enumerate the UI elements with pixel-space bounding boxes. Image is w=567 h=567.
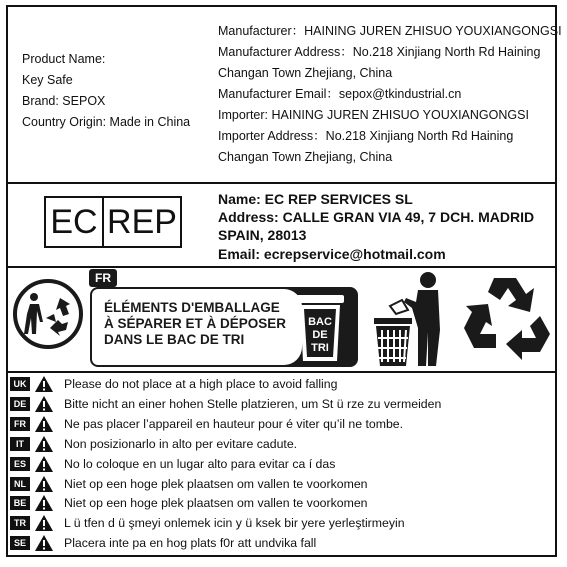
warning-row: [10, 375, 337, 393]
brand-text: Brand: SEPOX: [22, 94, 106, 108]
country-code-badge: BE: [10, 496, 30, 510]
ec-logo-left: EC: [46, 198, 104, 246]
warning-row: [10, 395, 441, 413]
warning-triangle-icon: [34, 415, 54, 433]
country-code-badge: IT: [10, 437, 30, 451]
country-code-badge: ES: [10, 457, 30, 471]
warning-text: Niet op een hoge plek plaatsen om vallen te voorkomen: [64, 476, 368, 491]
warning-triangle-icon: [34, 435, 54, 453]
ec-rep-address: Address: CALLE GRAN VIA 49, 7 DCH. MADRID: [218, 209, 535, 226]
product-name-label: Product Name:: [22, 52, 106, 66]
divider: [6, 182, 557, 184]
country-code-badge: DE: [10, 397, 30, 411]
warning-triangle-icon: [34, 494, 54, 512]
divider: [6, 266, 557, 268]
warning-triangle-icon: [34, 395, 54, 413]
fr-country-tag: FR: [89, 269, 117, 287]
ec-rep-address-2: SPAIN, 28013: [218, 227, 307, 244]
warning-text: Bitte nicht an einer hohen Stelle platzieren, um St ü rze zu vermeiden: [64, 396, 442, 411]
manufacturer-address-line-2: Changan Town Zhejiang, China: [218, 66, 393, 80]
triman-line: DANS LE BAC DE TRI: [104, 332, 245, 347]
country-code-badge: FR: [10, 417, 30, 431]
warning-triangle-icon: [34, 475, 54, 493]
ec-rep-name: Name: EC REP SERVICES SL: [218, 191, 413, 207]
warning-text: Placera inte pa en hog plats f0r att undvika fall: [64, 536, 317, 551]
triman-icon: [12, 278, 84, 350]
ec-rep-logo: [44, 196, 182, 248]
warning-triangle-icon: [34, 455, 54, 473]
country-code-badge: NL: [10, 477, 30, 491]
country-code-badge: UK: [10, 377, 30, 391]
warning-text: No lo coloque en un lugar alto para evitar ca í das: [64, 456, 336, 471]
triman-line: À SÉPARER ET À DÉPOSER: [104, 316, 287, 331]
warning-triangle-icon: [34, 534, 54, 552]
warning-text: L ü tfen d ü şmeyi onlemek icin y ü ksek bir yere yerleştirmeyin: [64, 516, 405, 531]
country-origin-text: Country Origin: Made in China: [22, 115, 191, 129]
product-name-value: Key Safe: [22, 73, 73, 87]
ec-rep-info: [218, 190, 534, 263]
manufacturer-address-line: Manufacturer Address：No.218 Xinjiang North Rd Haining: [218, 45, 541, 59]
warning-row: [10, 494, 368, 512]
importer-address-line-2: Changan Town Zhejiang, China: [218, 150, 393, 164]
triman-info-text: [104, 300, 286, 348]
manufacturer-email-line: Manufacturer Email：sepox@tkindustrial.cn: [218, 87, 462, 101]
country-code-badge: TR: [10, 516, 30, 530]
warning-text: Niet op een hoge plek plaatsen om vallen te voorkomen: [64, 496, 368, 511]
warning-row: [10, 415, 403, 433]
warning-row: [10, 455, 335, 473]
importer-line: Importer: HAINING JUREN ZHISUO YOUXIANGONGSI: [218, 108, 529, 122]
recycle-icon: [460, 272, 552, 362]
warning-row: [10, 475, 368, 493]
importer-address-line: Importer Address：No.218 Xinjiang North Rd Haining: [218, 129, 514, 143]
divider: [6, 371, 557, 373]
warning-row: [10, 435, 297, 453]
warning-text: Ne pas placer l’appareil en hauteur pour é viter qu’il ne tombe.: [64, 416, 404, 431]
bin-label: DE: [312, 329, 328, 341]
bin-label: BAC: [308, 316, 332, 328]
sorting-bin-icon: [292, 291, 348, 365]
warning-row: [10, 514, 405, 532]
warning-text: Please do not place at a high place to avoid falling: [64, 377, 338, 391]
warning-triangle-icon: [34, 514, 54, 532]
bin-label: TRI: [311, 342, 329, 354]
warning-row: [10, 534, 316, 552]
warning-text: Non posizionarlo in alto per evitare cadute.: [64, 436, 298, 451]
manufacturer-line: Manufacturer：HAINING JUREN ZHISUO YOUXIANGONGSI: [218, 24, 562, 38]
ec-rep-email: Email: ecrepservice@hotmail.com: [218, 245, 446, 262]
warning-triangle-icon: [34, 375, 54, 393]
tidy-man-icon: [370, 270, 456, 368]
triman-line: ÉLÉMENTS D'EMBALLAGE: [104, 300, 280, 315]
country-code-badge: SE: [10, 536, 30, 550]
ec-logo-right: REP: [107, 202, 177, 241]
